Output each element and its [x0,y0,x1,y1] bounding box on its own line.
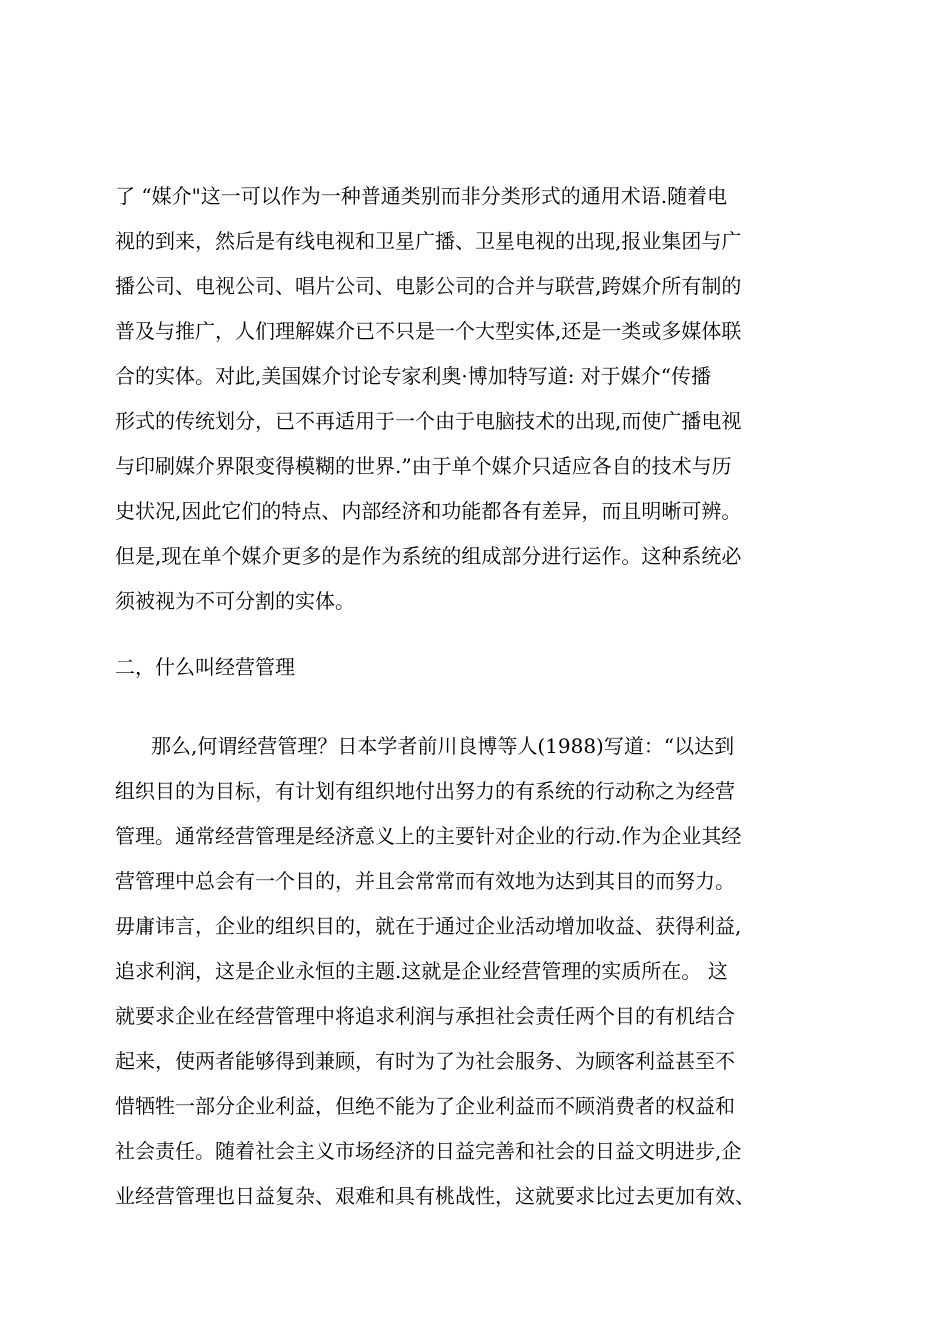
paragraph1-line-5: 合的实体。对此,美国媒介讨论专家利奥·博加特写道: 对于媒介“传播 [115,364,712,388]
paragraph1-line-8: 史状况,因此它们的特点、内部经济和功能都各有差异，而且明晰可辨。 [115,499,742,523]
paragraph2-line-10: 社会责任。随着社会主义市场经济的日益完善和社会的日益文明进步,企 [115,1139,742,1163]
paragraph2-line-9: 惜牺牲一部分企业利益，但绝不能为了企业利益而不顾消费者的权益和 [115,1094,735,1118]
paragraph1-line-9: 但是,现在单个媒介更多的是作为系统的组成部分进行运作。这种系统必 [115,544,742,568]
paragraph1-line-6: 形式的传统划分，已不再适用于一个由于电脑技术的出现,而使广播电视 [115,409,742,433]
paragraph2-line-6: 追求利润，这是企业永恒的主题.这就是企业经营管理的实质所在。 这 [115,959,728,983]
paragraph2-line-11: 业经营管理也日益复杂、艰难和具有桃战性，这就要求比过去更加有效、 [115,1184,755,1208]
paragraph1-line-10: 须被视为不可分割的实体。 [115,589,355,613]
paragraph1-line-2: 视的到来，然后是有线电视和卫星广播、卫星电视的出现,报业集团与广 [115,229,742,253]
paragraph2-line-2: 组织目的为目标，有计划有组织地付出努力的有系统的行动称之为经营 [115,779,735,803]
paragraph1-line-7: 与印刷媒介界限变得模糊的世界.”由于单个媒介只适应各自的技术与历 [115,454,732,478]
paragraph2-line-1: 那么,何谓经营管理？日本学者前川良博等人(1988)写道：“以达到 [151,734,735,758]
paragraph2-line-7: 就要求企业在经营管理中将追求利润与承担社会责任两个目的有机结合 [115,1004,735,1028]
paragraph2-line-8: 起来，使两者能够得到兼顾，有时为了为社会服务、为顾客利益甚至不 [115,1049,735,1073]
paragraph1-line-1: 了 “媒介"这一可以作为一种普通类别而非分类形式的通用术语.随着电 [115,184,728,208]
paragraph2-line-4: 营管理中总会有一个目的，并且会常常而有效地为达到其目的而努力。 [115,869,735,893]
section-heading: 二，什么叫经营管理 [115,655,295,679]
paragraph2-line-5: 毋庸讳言，企业的组织目的，就在于通过企业活动增加收益、获得利益, [115,914,742,938]
paragraph1-line-3: 播公司、电视公司、唱片公司、电影公司的合并与联营,跨媒介所有制的 [115,274,742,298]
paragraph1-line-4: 普及与推广，人们理解媒介已不只是一个大型实体,还是一类或多媒体联 [115,319,742,343]
paragraph2-line-3: 管理。通常经营管理是经济意义上的主要针对企业的行动.作为企业其经 [115,824,742,848]
